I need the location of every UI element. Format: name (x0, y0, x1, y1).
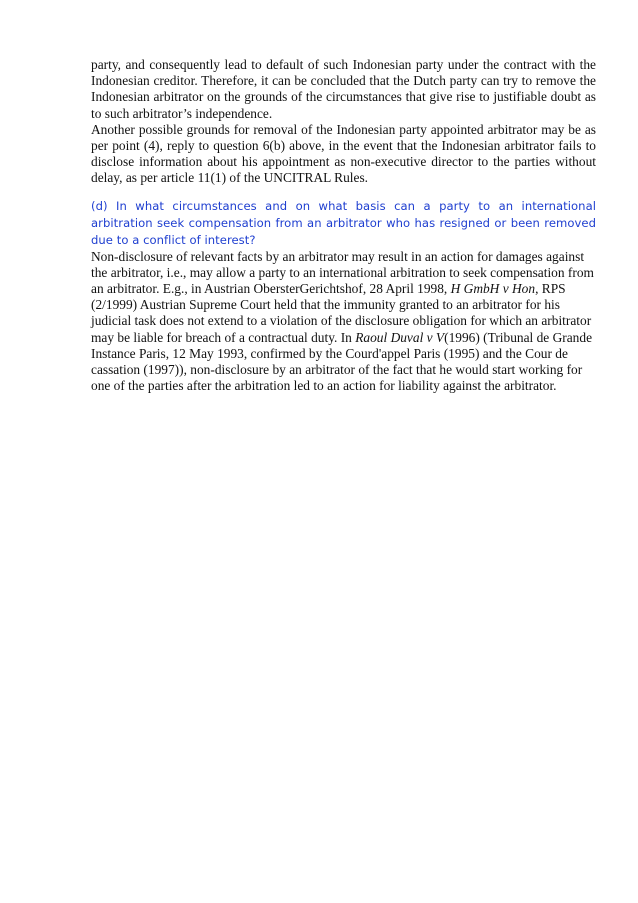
answer-d-text-part-1: Non-disclosure of relevant facts by an arbitrator may result in an action for damages against the arbitrator, i.e., may allow a party to an international arbitration to seek compensation from an arbitrator. E.g., in Austrian ObersterGerichtshof, 28 April 1998, (91, 248, 594, 297)
case-name-raoul-duval-v-v: Raoul Duval v V (355, 329, 445, 345)
question-d-heading: (d) In what circumstances and on what basis can a party to an international arbitration seek compensation from an arbitrator who has resigned or been removed due to a conflict of interest? (91, 198, 596, 247)
document-body (91, 57, 596, 394)
paragraph-continuation: party, and consequently lead to default of such Indonesian party under the contract with the Indonesian creditor. Therefore, it can be concluded that the Dutch party can try to remove the Indonesian arbitrator on the grounds of the circumstances that give rise to justifiable doubt as to such arbitrator’s independence. (91, 57, 596, 121)
answer-d-text-part-3: (1996) (Tribunal de Grande Instance Paris, 12 May 1993, confirmed by the Courd'appel Paris (1995) and the Cour de cassation (1997)), non-disclosure by an arbitrator of the fact that he would start working for one of the parties after the arbitration led to an action for liability against the arbitrator. (91, 329, 593, 394)
answer-d-paragraph (91, 249, 596, 395)
paragraph-removal-grounds: Another possible grounds for removal of the Indonesian party appointed arbitrator may be as per point (4), reply to question 6(b) above, in the event that the Indonesian arbitrator fails to disclose information about his appointment as non-executive director to the parties without delay, as per article 11(1) of the UNCITRAL Rules. (91, 121, 596, 186)
case-name-h-gmbh-v-hon: H GmbH v Hon (450, 281, 536, 297)
answer-d-text-part-2: , RPS (2/1999) Austrian Supreme Court held that the immunity granted to an arbitrator for his judicial task does not extend to a violation of the disclosure obligation for which an arbitrator may be liable for breach of a contractual duty. In (91, 281, 592, 345)
